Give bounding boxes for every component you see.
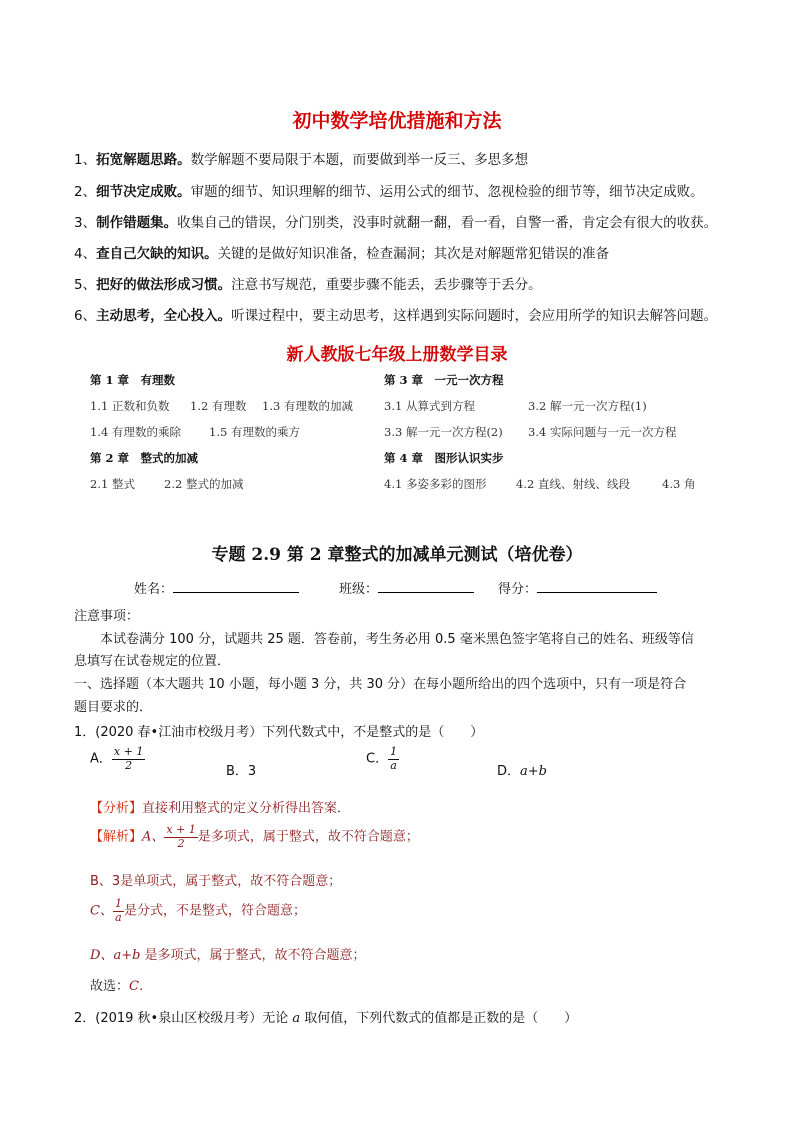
option-label: C． — [366, 751, 389, 767]
class-field[interactable] — [339, 578, 474, 597]
option-ref: A、 — [142, 829, 165, 845]
tip-item-3: 3、制作错题集。收集自己的错误，分门别类，没事时就翻一翻，看一看，自警一番，肯定会有很大的收获。 — [74, 215, 718, 231]
score-blank[interactable] — [537, 578, 657, 593]
solution-tag: 【解析】 — [90, 829, 143, 845]
section-heading: 一、选择题（本大题共 10 小题，每小题 3 分，共 30 分）在每小题所给出的四个选项中，只有一项是符合 — [74, 677, 687, 692]
analysis-text: 直接利用整式的定义分析得出答案． — [142, 801, 351, 816]
option-label: D． — [497, 764, 521, 779]
tip-item-1: 1、拓宽解题思路。数学解题不要局限于本题，而要做到举一反三、多思多想 — [74, 152, 529, 168]
toc-item: 1.4 有理数的乘除 — [90, 425, 181, 439]
option-ref: D、 — [90, 948, 114, 963]
final-choice — [90, 975, 152, 994]
denominator: 2 — [125, 758, 133, 772]
doc-title: 专题 2.9 第 2 章整式的加减单元测试（培优卷） — [211, 545, 583, 565]
toc-item: 3.2 解一元一次方程(1) — [528, 399, 647, 413]
choice-value: C． — [129, 979, 152, 994]
solution-text: 是分式，不是整式，符合题意； — [123, 903, 306, 919]
tip-item-6: 6、主动思考，全心投入。听课过程中，要主动思考，这样遇到实际问题时，会应用所学的知识去解答问题。 — [74, 308, 718, 324]
option-label: A． — [90, 751, 112, 767]
toc-chapter-4: 第 4 章 图形认识实步 — [384, 451, 504, 465]
solution-line-d — [90, 944, 366, 963]
toc-item: 1.1 正数和负数 — [90, 399, 170, 413]
expression: a+b — [113, 948, 141, 963]
analysis-line — [90, 797, 350, 816]
solution-line-c — [90, 898, 306, 924]
toc-chapter-2: 第 2 章 整式的加减 — [90, 451, 199, 465]
notice-text: 本试卷满分 100 分，试题共 25 题．答卷前，考生务必用 0.5 毫米黑色签字笔将自己的姓名、班级等信 — [100, 632, 694, 647]
class-blank[interactable] — [378, 578, 474, 593]
toc-chapter-1: 第 1 章 有理数 — [90, 373, 176, 387]
toc-item: 1.3 有理数的加减 — [262, 399, 353, 413]
option-ref: C、 — [90, 903, 113, 919]
class-label: 班级： — [339, 582, 379, 597]
tip-item-4: 4、查自己欠缺的知识。关键的是做好知识准备，检查漏洞；其次是对解题常犯错误的准备 — [74, 246, 610, 262]
toc-item: 2.2 整式的加减 — [164, 477, 244, 491]
page-title: 初中数学培优措施和方法 — [292, 110, 502, 132]
analysis-tag: 【分析】 — [90, 801, 143, 816]
solution-line-a — [90, 824, 419, 850]
toc-item: 3.3 解一元一次方程(2) — [384, 425, 503, 439]
name-blank[interactable] — [173, 578, 299, 593]
numerator: 1 — [114, 897, 122, 910]
numerator: x + 1 — [166, 823, 196, 836]
option-d[interactable] — [497, 760, 547, 779]
toc-item: 3.1 从算式到方程 — [384, 399, 475, 413]
fraction — [113, 898, 124, 924]
variable: a — [292, 1011, 301, 1026]
expression: a+b — [520, 764, 547, 779]
score-field[interactable] — [498, 578, 657, 597]
denominator: 2 — [177, 836, 185, 850]
toc-item: 4.2 直线、射线、线段 — [516, 477, 630, 491]
toc-item: 2.1 整式 — [90, 477, 135, 491]
section-heading: 题目要求的． — [74, 700, 153, 715]
solution-text: 是多项式，属于整式，故不符合题意； — [197, 829, 419, 845]
denominator: a — [115, 910, 122, 924]
toc-item: 1.5 有理数的乘方 — [209, 425, 300, 439]
tip-item-5: 5、把好的做法形成习惯。注意书写规范，重要步骤不能丢，丢步骤等于丢分。 — [74, 277, 542, 293]
question-stem: 1．(2020 春•江油市校级月考）下列代数式中，不是整式的是（ ） — [74, 725, 484, 740]
solution-text: 是多项式，属于整式，故不符合题意； — [140, 948, 366, 963]
name-field[interactable] — [134, 578, 299, 597]
notice-label: 注意事项： — [74, 609, 140, 624]
name-label: 姓名： — [134, 582, 174, 597]
option-b[interactable]: B．3 — [226, 764, 257, 779]
toc-item: 3.4 实际问题与一元一次方程 — [528, 425, 677, 439]
toc-chapter-3: 第 3 章 一元一次方程 — [384, 373, 504, 387]
choice-label: 故选： — [90, 979, 130, 994]
numerator: x + 1 — [113, 745, 144, 758]
numerator: 1 — [390, 745, 398, 758]
score-label: 得分： — [498, 582, 538, 597]
toc-item: 1.2 有理数 — [190, 399, 247, 413]
fraction — [112, 746, 145, 772]
toc-item: 4.1 多姿多彩的图形 — [384, 477, 487, 491]
stem-text: 取何值，下列代数式的值都是正数的是（ ） — [300, 1011, 578, 1026]
tip-item-2: 2、细节决定成败。审题的细节、知识理解的细节、运用公式的细节、忽视检验的细节等，细节决定成败。 — [74, 184, 704, 200]
fraction — [164, 824, 197, 850]
toc-title: 新人教版七年级上册数学目录 — [286, 345, 508, 365]
solution-line-b: B、3是单项式，属于整式，故不符合题意； — [90, 874, 342, 889]
option-c[interactable] — [366, 746, 399, 772]
notice-text: 息填写在试卷规定的位置． — [74, 654, 231, 669]
fraction — [388, 746, 399, 772]
option-a[interactable] — [90, 746, 145, 772]
stem-text: 2．(2019 秋•泉山区校级月考）无论 — [74, 1011, 293, 1026]
question-stem — [74, 1007, 577, 1026]
denominator: a — [390, 758, 397, 772]
toc-item: 4.3 角 — [662, 477, 696, 491]
